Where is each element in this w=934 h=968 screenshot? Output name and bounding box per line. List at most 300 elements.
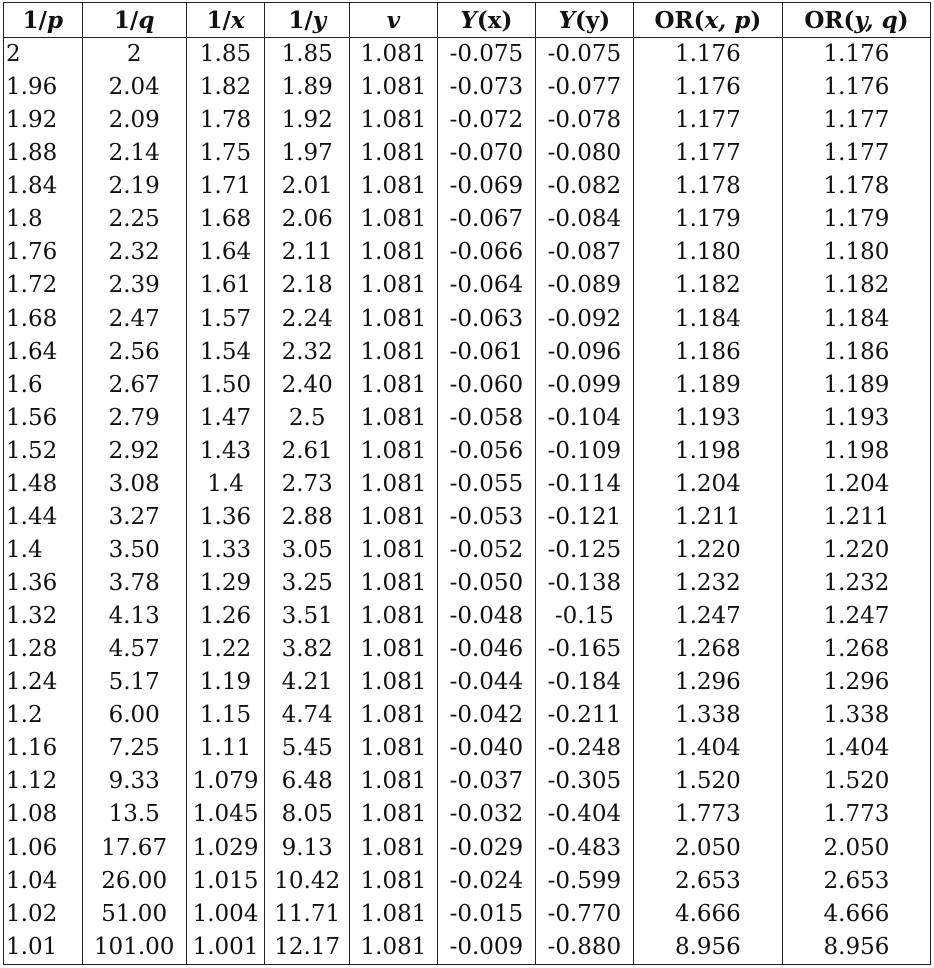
header-variable: x, p	[704, 6, 751, 34]
table-cell: 4.21	[265, 666, 350, 699]
table-cell: -0.599	[535, 865, 633, 898]
table-cell: 1.081	[350, 666, 438, 699]
table-cell: 1.72	[4, 269, 83, 302]
table-cell: 3.82	[265, 633, 350, 666]
table-cell: 1.081	[350, 236, 438, 269]
table-cell: -0.880	[535, 931, 633, 965]
table-cell: 1.081	[350, 402, 438, 435]
table-row	[4, 865, 931, 898]
table-cell: -0.073	[437, 71, 535, 104]
table-cell: 1.47	[186, 402, 265, 435]
table-cell: 1.48	[4, 468, 83, 501]
table-cell: 1.177	[782, 137, 930, 170]
table-cell: -0.109	[535, 435, 633, 468]
table-cell: 2.39	[82, 269, 186, 302]
header-1-over-p	[4, 3, 83, 38]
table-cell: 1.081	[350, 137, 438, 170]
table-cell: 1.50	[186, 369, 265, 402]
table-cell: -0.055	[437, 468, 535, 501]
table-cell: 2.32	[265, 336, 350, 369]
table-cell: 1.081	[350, 732, 438, 765]
table-cell: 2.5	[265, 402, 350, 435]
table-cell: 1.12	[4, 765, 83, 798]
table-cell: -0.063	[437, 303, 535, 336]
table-cell: 1.404	[633, 732, 782, 765]
header-text: 1/	[206, 6, 231, 34]
table-cell: -0.042	[437, 699, 535, 732]
table-cell: 1.182	[782, 269, 930, 302]
table-cell: 1.04	[4, 865, 83, 898]
table-cell: 1.081	[350, 633, 438, 666]
header-1-over-y	[265, 3, 350, 38]
table-row	[4, 269, 931, 302]
table-cell: 1.78	[186, 104, 265, 137]
table-cell: 1.081	[350, 269, 438, 302]
table-cell: 1.186	[782, 336, 930, 369]
table-cell: 2.050	[633, 832, 782, 865]
table-cell: 1.079	[186, 765, 265, 798]
table-cell: -0.125	[535, 534, 633, 567]
table-cell: 1.92	[4, 104, 83, 137]
table-row	[4, 832, 931, 865]
table-cell: 2.73	[265, 468, 350, 501]
table-cell: 1.182	[633, 269, 782, 302]
table-cell: 1.6	[4, 369, 83, 402]
table-cell: 2.79	[82, 402, 186, 435]
table-cell: -0.121	[535, 501, 633, 534]
table-cell: 1.001	[186, 931, 265, 965]
table-cell: 1.19	[186, 666, 265, 699]
table-cell: 1.176	[782, 38, 930, 72]
table-cell: 1.189	[633, 369, 782, 402]
table-cell: 1.85	[265, 38, 350, 72]
table-cell: 2.61	[265, 435, 350, 468]
table-row	[4, 699, 931, 732]
table-cell: 2.24	[265, 303, 350, 336]
table-cell: 2.67	[82, 369, 186, 402]
table-cell: 2.653	[782, 865, 930, 898]
table-cell: 2.56	[82, 336, 186, 369]
table-cell: -0.040	[437, 732, 535, 765]
header-variable: q	[138, 6, 155, 34]
table-cell: -0.096	[535, 336, 633, 369]
table-cell: -0.066	[437, 236, 535, 269]
header-text: )	[897, 6, 909, 34]
table-cell: 1.179	[782, 203, 930, 236]
table-row	[4, 931, 931, 965]
table-cell: 2.25	[82, 203, 186, 236]
table-cell: 1.177	[633, 137, 782, 170]
table-cell: -0.138	[535, 567, 633, 600]
header-text: OR(	[654, 6, 705, 34]
table-cell: 1.773	[633, 798, 782, 831]
table-cell: 4.666	[782, 898, 930, 931]
table-row	[4, 336, 931, 369]
header-or-x-p	[633, 3, 782, 38]
table-cell: -0.067	[437, 203, 535, 236]
table-row	[4, 732, 931, 765]
table-cell: 3.25	[265, 567, 350, 600]
table-cell: 1.36	[186, 501, 265, 534]
table-cell: 1.28	[4, 633, 83, 666]
table-cell: 1.184	[782, 303, 930, 336]
table-cell: -0.029	[437, 832, 535, 865]
table-cell: 1.081	[350, 798, 438, 831]
table-cell: 1.52	[4, 435, 83, 468]
table-cell: 3.27	[82, 501, 186, 534]
table-cell: 1.220	[782, 534, 930, 567]
table-cell: 101.00	[82, 931, 186, 965]
header-or-y-q	[782, 3, 930, 38]
table-cell: 1.177	[782, 104, 930, 137]
table-row	[4, 104, 931, 137]
table-cell: 1.211	[633, 501, 782, 534]
header-text: 1/	[22, 6, 47, 34]
table-cell: 1.85	[186, 38, 265, 72]
table-cell: 1.081	[350, 765, 438, 798]
table-cell: -0.053	[437, 501, 535, 534]
table-cell: -0.080	[535, 137, 633, 170]
table-row	[4, 402, 931, 435]
table-cell: 26.00	[82, 865, 186, 898]
table-row	[4, 765, 931, 798]
header-variable: v	[386, 6, 401, 34]
table-cell: 1.176	[782, 71, 930, 104]
table-cell: 2.01	[265, 170, 350, 203]
table-cell: 2.14	[82, 137, 186, 170]
table-cell: -0.064	[437, 269, 535, 302]
table-cell: 1.179	[633, 203, 782, 236]
table-cell: 6.00	[82, 699, 186, 732]
table-cell: 1.68	[186, 203, 265, 236]
table-cell: 1.177	[633, 104, 782, 137]
table-cell: -0.037	[437, 765, 535, 798]
table-row	[4, 600, 931, 633]
table-cell: 1.22	[186, 633, 265, 666]
table-cell: -0.069	[437, 170, 535, 203]
header-variable: y, q	[854, 6, 898, 34]
table-cell: 1.36	[4, 567, 83, 600]
table-cell: 2.653	[633, 865, 782, 898]
table-cell: 1.96	[4, 71, 83, 104]
table-cell: 1.92	[265, 104, 350, 137]
table-cell: -0.104	[535, 402, 633, 435]
table-cell: 1.247	[633, 600, 782, 633]
header-variable: y	[312, 6, 327, 34]
table-body	[4, 38, 931, 965]
table-row	[4, 567, 931, 600]
table-cell: 1.68	[4, 303, 83, 336]
table-cell: 1.081	[350, 501, 438, 534]
table-row	[4, 633, 931, 666]
table-cell: 9.33	[82, 765, 186, 798]
table-cell: 1.198	[633, 435, 782, 468]
table-cell: 2	[82, 38, 186, 72]
table-cell: 1.338	[782, 699, 930, 732]
table-cell: -0.044	[437, 666, 535, 699]
table-cell: 1.4	[186, 468, 265, 501]
table-cell: 1.081	[350, 336, 438, 369]
table-cell: 3.51	[265, 600, 350, 633]
table-cell: 1.211	[782, 501, 930, 534]
table-cell: 1.247	[782, 600, 930, 633]
table-cell: -0.056	[437, 435, 535, 468]
table-cell: -0.770	[535, 898, 633, 931]
table-cell: -0.046	[437, 633, 535, 666]
table-cell: 1.02	[4, 898, 83, 931]
table-cell: 3.50	[82, 534, 186, 567]
header-variable: p	[46, 6, 64, 34]
table-cell: 1.61	[186, 269, 265, 302]
table-row	[4, 435, 931, 468]
table-cell: -0.165	[535, 633, 633, 666]
table-cell: 1.081	[350, 567, 438, 600]
table-cell: -0.015	[437, 898, 535, 931]
table-cell: 1.2	[4, 699, 83, 732]
table-cell: 1.081	[350, 931, 438, 965]
table-cell: -0.050	[437, 567, 535, 600]
table-cell: -0.058	[437, 402, 535, 435]
table-cell: 2.18	[265, 269, 350, 302]
table-cell: 2.40	[265, 369, 350, 402]
table-cell: 1.296	[782, 666, 930, 699]
table-row	[4, 71, 931, 104]
table-cell: -0.114	[535, 468, 633, 501]
table-cell: 1.081	[350, 699, 438, 732]
table-cell: 1.88	[4, 137, 83, 170]
table-cell: 1.081	[350, 303, 438, 336]
header-text: 1/	[113, 6, 139, 34]
table-cell: 1.404	[782, 732, 930, 765]
table-cell: 1.57	[186, 303, 265, 336]
table-cell: 1.189	[782, 369, 930, 402]
table-cell: 1.015	[186, 865, 265, 898]
table-cell: -0.305	[535, 765, 633, 798]
table-row	[4, 303, 931, 336]
table-cell: 1.029	[186, 832, 265, 865]
table-cell: 1.64	[186, 236, 265, 269]
table-cell: 1.15	[186, 699, 265, 732]
table-cell: 1.64	[4, 336, 83, 369]
table-cell: 1.89	[265, 71, 350, 104]
table-cell: -0.077	[535, 71, 633, 104]
table-cell: 1.220	[633, 534, 782, 567]
data-table	[3, 2, 931, 965]
table-cell: 3.78	[82, 567, 186, 600]
table-cell: 12.17	[265, 931, 350, 965]
table-cell: 1.178	[782, 170, 930, 203]
header-variable: x	[230, 6, 245, 34]
table-cell: 2.050	[782, 832, 930, 865]
table-cell: 1.178	[633, 170, 782, 203]
table-cell: 1.06	[4, 832, 83, 865]
table-cell: 10.42	[265, 865, 350, 898]
table-cell: 1.081	[350, 38, 438, 72]
table-cell: 13.5	[82, 798, 186, 831]
table-cell: 9.13	[265, 832, 350, 865]
table-cell: 1.29	[186, 567, 265, 600]
table-row	[4, 898, 931, 931]
table-cell: 1.11	[186, 732, 265, 765]
table-row	[4, 666, 931, 699]
table-cell: 1.268	[782, 633, 930, 666]
table-cell: 1.296	[633, 666, 782, 699]
table-cell: 1.204	[633, 468, 782, 501]
table-cell: -0.483	[535, 832, 633, 865]
table-cell: -0.078	[535, 104, 633, 137]
table-cell: 1.081	[350, 534, 438, 567]
table-cell: 4.57	[82, 633, 186, 666]
table-cell: -0.082	[535, 170, 633, 203]
table-cell: 1.184	[633, 303, 782, 336]
table-cell: 1.26	[186, 600, 265, 633]
table-row	[4, 137, 931, 170]
table-cell: 2.47	[82, 303, 186, 336]
table-cell: 2.32	[82, 236, 186, 269]
header-text: (x)	[476, 6, 513, 34]
table-cell: 1.56	[4, 402, 83, 435]
table-cell: 1.33	[186, 534, 265, 567]
table-cell: -0.048	[437, 600, 535, 633]
table-cell: -0.009	[437, 931, 535, 965]
table-cell: 1.97	[265, 137, 350, 170]
table-cell: -0.099	[535, 369, 633, 402]
table-row	[4, 798, 931, 831]
table-cell: 1.198	[782, 435, 930, 468]
table-cell: 1.081	[350, 369, 438, 402]
table-cell: 1.84	[4, 170, 83, 203]
table-cell: 1.193	[633, 402, 782, 435]
table-cell: 1.08	[4, 798, 83, 831]
header-y-of-x	[437, 3, 535, 38]
table-cell: -0.092	[535, 303, 633, 336]
table-cell: 5.45	[265, 732, 350, 765]
table-cell: 1.82	[186, 71, 265, 104]
table-cell: 2.88	[265, 501, 350, 534]
table-cell: 1.268	[633, 633, 782, 666]
table-row	[4, 369, 931, 402]
table-cell: 1.081	[350, 435, 438, 468]
table-cell: -0.404	[535, 798, 633, 831]
header-variable: Y	[558, 6, 576, 34]
table-cell: 1.71	[186, 170, 265, 203]
table-cell: -0.060	[437, 369, 535, 402]
table-cell: 1.193	[782, 402, 930, 435]
table-cell: -0.087	[535, 236, 633, 269]
table-cell: 5.17	[82, 666, 186, 699]
table-cell: -0.072	[437, 104, 535, 137]
table-cell: 3.05	[265, 534, 350, 567]
table-cell: 3.08	[82, 468, 186, 501]
table-cell: 11.71	[265, 898, 350, 931]
table-cell: 1.180	[633, 236, 782, 269]
table-cell: 2.19	[82, 170, 186, 203]
table-cell: 1.081	[350, 203, 438, 236]
table-cell: 1.24	[4, 666, 83, 699]
table-cell: 1.180	[782, 236, 930, 269]
table-cell: 17.67	[82, 832, 186, 865]
table-cell: -0.052	[437, 534, 535, 567]
table-cell: 1.32	[4, 600, 83, 633]
table-cell: 1.045	[186, 798, 265, 831]
table-cell: 1.773	[782, 798, 930, 831]
table-cell: -0.032	[437, 798, 535, 831]
table-cell: -0.024	[437, 865, 535, 898]
header-text: (y)	[575, 6, 611, 34]
table-cell: 1.75	[186, 137, 265, 170]
table-cell: -0.089	[535, 269, 633, 302]
table-cell: 2.11	[265, 236, 350, 269]
table-cell: 1.081	[350, 170, 438, 203]
table-row	[4, 534, 931, 567]
table-cell: 1.081	[350, 104, 438, 137]
table-cell: 1.081	[350, 832, 438, 865]
table-row	[4, 170, 931, 203]
table-cell: 4.13	[82, 600, 186, 633]
header-text: 1/	[288, 6, 313, 34]
table-cell: 1.44	[4, 501, 83, 534]
table-cell: 2.09	[82, 104, 186, 137]
table-cell: 1.01	[4, 931, 83, 965]
table-cell: 8.05	[265, 798, 350, 831]
header-1-over-q	[82, 3, 186, 38]
table-cell: 1.76	[4, 236, 83, 269]
table-cell: 6.48	[265, 765, 350, 798]
table-row	[4, 468, 931, 501]
header-y-of-y	[535, 3, 633, 38]
table-cell: 2.04	[82, 71, 186, 104]
table-row	[4, 203, 931, 236]
table-cell: -0.075	[535, 38, 633, 72]
table-cell: 1.081	[350, 600, 438, 633]
table-cell: 1.081	[350, 865, 438, 898]
table-cell: 1.204	[782, 468, 930, 501]
table-row	[4, 236, 931, 269]
table-cell: 1.520	[633, 765, 782, 798]
table-cell: 1.081	[350, 468, 438, 501]
table-cell: -0.061	[437, 336, 535, 369]
table-cell: -0.075	[437, 38, 535, 72]
table-cell: 2	[4, 38, 83, 72]
table-cell: -0.070	[437, 137, 535, 170]
table-cell: 1.338	[633, 699, 782, 732]
table-cell: 1.186	[633, 336, 782, 369]
table-cell: -0.184	[535, 666, 633, 699]
table-cell: 1.8	[4, 203, 83, 236]
table-cell: 1.16	[4, 732, 83, 765]
table-cell: 1.54	[186, 336, 265, 369]
table-cell: 1.004	[186, 898, 265, 931]
header-text: )	[750, 6, 762, 34]
table-cell: 1.4	[4, 534, 83, 567]
table-cell: 1.081	[350, 898, 438, 931]
table-cell: 4.666	[633, 898, 782, 931]
table-cell: 1.232	[633, 567, 782, 600]
table-cell: 1.232	[782, 567, 930, 600]
table-cell: -0.248	[535, 732, 633, 765]
table-cell: 51.00	[82, 898, 186, 931]
table-row	[4, 501, 931, 534]
table-cell: -0.211	[535, 699, 633, 732]
table-cell: 8.956	[633, 931, 782, 965]
table-row	[4, 38, 931, 72]
header-variable: Y	[460, 6, 477, 34]
table-cell: 1.176	[633, 38, 782, 72]
header-1-over-x	[186, 3, 265, 38]
header-row	[4, 3, 931, 38]
table-cell: 4.74	[265, 699, 350, 732]
table-cell: -0.15	[535, 600, 633, 633]
